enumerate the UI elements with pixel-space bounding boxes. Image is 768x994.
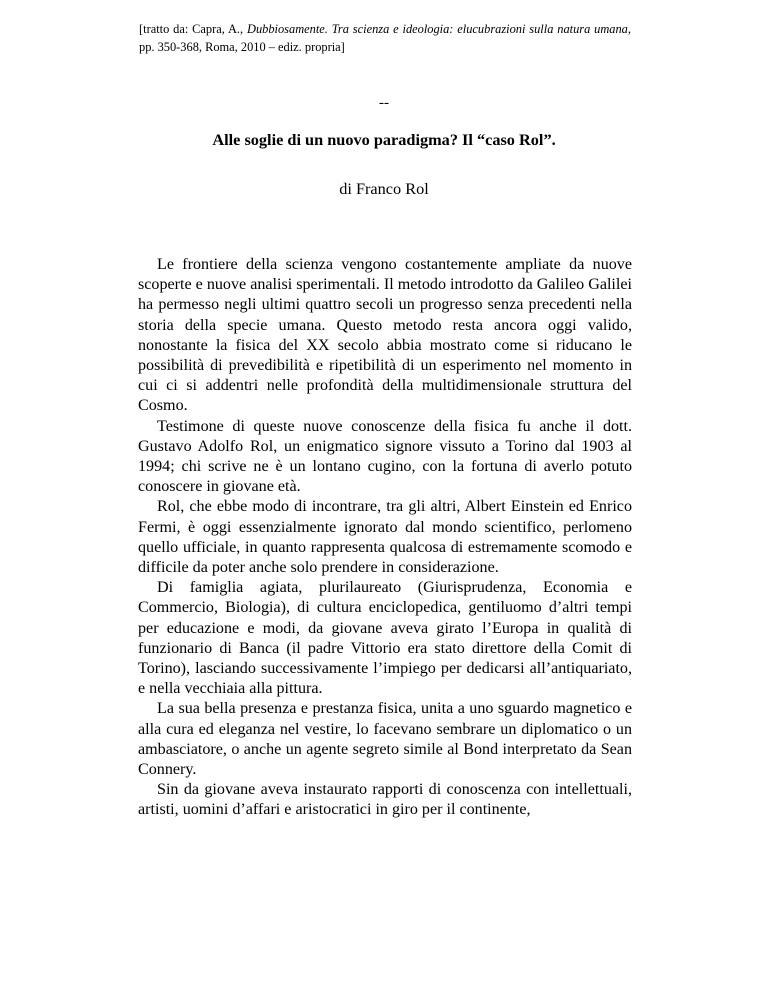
article-author: di Franco Rol [339, 179, 429, 198]
paragraph: Testimone di queste nuove conoscenze della fisica fu anche il dott. Gustavo Adolfo Rol, un enigmatico signore vissuto a Torino dal 1903 al 1994; chi scrive ne è un lontano cugino, con la fortuna di averlo potuto conoscere in giovane età. [138, 417, 632, 496]
article-body [138, 255, 632, 821]
paragraph: Di famiglia agiata, plurilaureato (Giurisprudenza, Economia e Commercio, Biologia), di cultura enciclopedica, gentiluomo d’altri tempi per educazione e modi, da giovane aveva girato l’Europa in qualità di funzionario di Banca (il padre Vittorio era stato direttore della Comit di Torino), lasciando successivamente l’impiego per dedicarsi all’antiquariato, e nella vecchiaia alla pittura. [138, 579, 632, 698]
paragraph: La sua bella presenza e prestanza fisica, unita a uno sguardo magnetico e alla cura ed eleganza nel vestire, lo facevano sembrare un diplomatico o un ambasciatore, o anche un agente segreto simile al Bond interpretato da Sean Connery. [138, 700, 632, 779]
article-title: Alle soglie di un nuovo paradigma? Il “caso Rol”. [212, 130, 556, 149]
source-citation [139, 20, 631, 56]
paragraph: Le frontiere della scienza vengono costantemente ampliate da nuove scoperte e nuove analisi sperimentali. Il metodo introdotto da Galileo Galilei ha permesso negli ultimi quattro secoli un progresso senza precedenti nella storia della specie umana. Questo metodo resta ancora oggi valido, nonostante la fisica del XX secolo abbia mostrato come si riducano le possibilità di prevedibilità e ripetibilità di un esperimento nel momento in cui ci si addentri nelle profondità della multidimensionale struttura del Cosmo. [138, 256, 632, 415]
paragraph: Rol, che ebbe modo di incontrare, tra gli altri, Albert Einstein ed Enrico Fermi, è oggi essenzialmente ignorato dal mondo scientifico, perlomeno quello ufficiale, in quanto rappresenta qualcosa di estremamente scomodo e difficile da poter anche solo prendere in considerazione. [138, 498, 632, 577]
citation-book-title: Dubbiosamente. Tra scienza e ideologia: elucubrazioni sulla natura umana [247, 22, 628, 36]
section-separator: -- [379, 95, 389, 111]
paragraph: Sin da giovane aveva instaurato rapporti di conoscenza con intellettuali, artisti, uomini d’affari e aristocratici in giro per il continente, [138, 781, 632, 819]
citation-prefix: [tratto da: Capra, A., [139, 22, 247, 36]
citation-suffix: , pp. 350-368, Roma, 2010 – ediz. propria] [139, 22, 631, 54]
